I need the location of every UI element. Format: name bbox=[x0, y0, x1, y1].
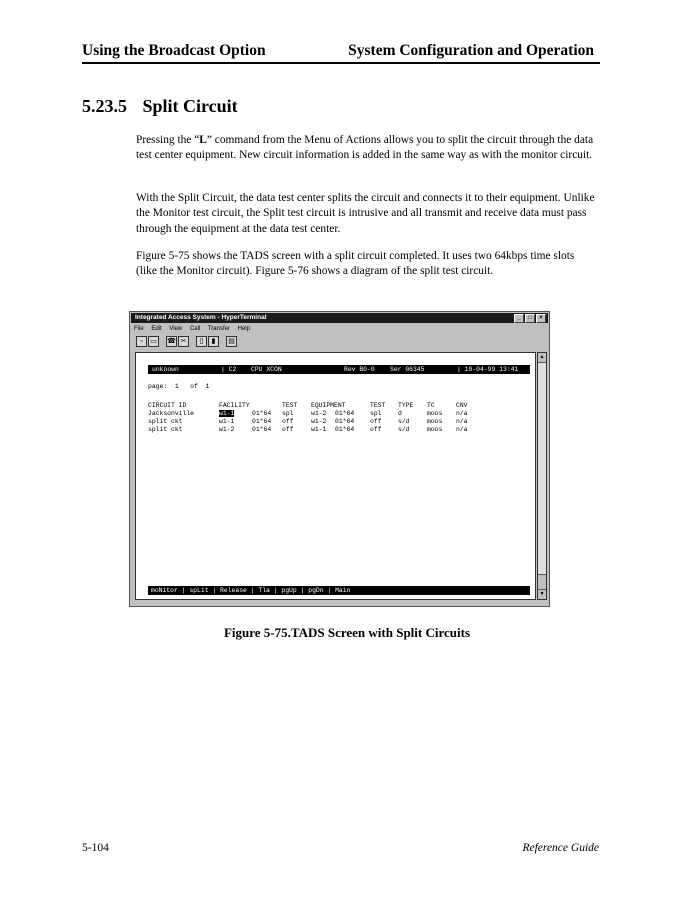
cell-test-2: spl bbox=[370, 410, 382, 417]
scroll-down-icon[interactable]: ▼ bbox=[538, 589, 546, 599]
cell-facility: w1-1 bbox=[219, 418, 235, 425]
cell-equipment-rate: 01*64 bbox=[335, 418, 355, 425]
cell-equipment: w1-1 bbox=[311, 426, 327, 433]
properties-icon[interactable]: ▤ bbox=[226, 336, 237, 347]
open-icon[interactable]: ▭ bbox=[148, 336, 159, 347]
column-headers bbox=[148, 402, 528, 410]
toolbar bbox=[136, 336, 238, 350]
paragraph-2: With the Split Circuit, the data test center splits the circuit and connects it to their equipment. Unlike the Monitor test circuit, the Split test circuit is intrusive and all transmit and receive data must pass through the equipment at the data test center. bbox=[136, 192, 595, 235]
cell-type: s/d bbox=[398, 426, 410, 433]
disconnect-icon[interactable]: ✂ bbox=[178, 336, 189, 347]
cell-facility-rate: 01*64 bbox=[252, 418, 272, 425]
cell-facility-selected[interactable]: w1-1 bbox=[219, 410, 235, 417]
menu-call[interactable]: Call bbox=[189, 326, 201, 332]
cell-test-2: off bbox=[370, 426, 382, 433]
window-title: Integrated Access System - HyperTerminal bbox=[135, 314, 267, 321]
cell-facility-rate: 01*64 bbox=[252, 410, 272, 417]
cell-equipment: w1-2 bbox=[311, 410, 327, 417]
col-cnv: CNV bbox=[456, 402, 468, 409]
connect-icon[interactable]: ☎ bbox=[167, 337, 176, 345]
scrollbar-thumb[interactable] bbox=[538, 574, 546, 589]
col-equipment: EQUIPMENT bbox=[311, 402, 346, 409]
cell-circuit-id: split ckt bbox=[148, 418, 183, 425]
p1-pre: Pressing the “ bbox=[136, 134, 200, 146]
col-test-1: TEST bbox=[282, 402, 298, 409]
page-number: 5-104 bbox=[82, 842, 109, 854]
header-chapter-title: Using the Broadcast Option bbox=[82, 42, 266, 59]
section-heading bbox=[82, 96, 238, 117]
menu-file[interactable]: File bbox=[134, 326, 144, 332]
maximize-icon[interactable]: □ bbox=[525, 314, 535, 323]
cell-equipment-rate: 01*64 bbox=[335, 410, 355, 417]
command-bar[interactable]: moNitor | spLit | Release | Tla | pgUp | pgDn | Main bbox=[148, 586, 530, 595]
cell-facility: w1-2 bbox=[219, 426, 235, 433]
col-tc: TC bbox=[427, 402, 435, 409]
menu-help[interactable]: Help bbox=[237, 326, 250, 332]
cell-equipment-rate: 01*64 bbox=[335, 426, 355, 433]
new-icon[interactable]: ▫ bbox=[136, 336, 147, 347]
cell-tc: moos bbox=[427, 426, 443, 433]
receive-icon[interactable]: ▮ bbox=[208, 336, 219, 347]
section-number: 5.23.5 bbox=[82, 96, 127, 116]
menu-transfer[interactable]: Transfer bbox=[207, 326, 230, 332]
cell-cnv: n/a bbox=[456, 418, 468, 425]
cell-type: s/d bbox=[398, 418, 410, 425]
cell-tc: moos bbox=[427, 410, 443, 417]
scroll-up-icon[interactable]: ▲ bbox=[538, 353, 546, 363]
cell-circuit-id: Jacksonville bbox=[148, 410, 195, 417]
cell-cnv: n/a bbox=[456, 426, 468, 433]
page-indicator: page: 1 of 1 bbox=[148, 383, 210, 390]
command-key: L bbox=[199, 134, 207, 146]
menu-view[interactable]: View bbox=[169, 326, 183, 332]
minimize-icon[interactable]: _ bbox=[514, 314, 524, 323]
col-circuit-id: CIRCUIT ID bbox=[148, 402, 187, 409]
cell-equipment: w1-2 bbox=[311, 418, 327, 425]
page-header bbox=[82, 40, 600, 64]
p1-post: ” command from the Menu of Actions allows you to split the circuit through the data test center equipment. New circuit information is added in the same way as with the monitor circuit. bbox=[136, 134, 594, 162]
cell-facility-rate: 01*64 bbox=[252, 426, 272, 433]
status-datetime: | 10-04-99 13:41 bbox=[457, 366, 519, 373]
paragraph-1 bbox=[136, 133, 598, 164]
vertical-scrollbar[interactable] bbox=[537, 352, 547, 600]
col-test-2: TEST bbox=[370, 402, 386, 409]
send-icon[interactable]: ▯ bbox=[196, 336, 207, 347]
cell-tc: moos bbox=[427, 418, 443, 425]
cell-test-1: off bbox=[282, 418, 294, 425]
cell-test-1: off bbox=[282, 426, 294, 433]
cell-cnv: n/a bbox=[456, 410, 468, 417]
cell-test-1: spl bbox=[282, 410, 294, 417]
header-section-title: System Configuration and Operation bbox=[348, 42, 594, 59]
menu-edit[interactable]: Edit bbox=[151, 326, 162, 332]
col-facility: FACILITY bbox=[219, 402, 250, 409]
menu-bar bbox=[134, 325, 256, 334]
status-card: CPU XCON bbox=[251, 366, 282, 373]
close-icon[interactable]: × bbox=[536, 314, 546, 323]
terminal-screen[interactable] bbox=[135, 352, 536, 600]
table-row[interactable] bbox=[148, 418, 528, 426]
col-type: TYPE bbox=[398, 402, 414, 409]
cell-type: d bbox=[398, 410, 402, 417]
window-titlebar bbox=[131, 313, 548, 323]
table-row[interactable] bbox=[148, 426, 528, 434]
figure-caption: Figure 5-75.TADS Screen with Split Circuits bbox=[223, 625, 471, 640]
paragraph-3: Figure 5-75 shows the TADS screen with a split circuit completed. It uses two 64kbps time slots (like the Monitor circuit). Figure 5-76 shows a diagram of the split test circuit. bbox=[136, 250, 575, 278]
cell-circuit-id: split ckt bbox=[148, 426, 183, 433]
footer-guide-name: Reference Guide bbox=[522, 842, 599, 854]
status-serial: Ser 06345 bbox=[390, 366, 425, 373]
terminal-status-bar bbox=[148, 365, 530, 374]
cell-test-2: off bbox=[370, 418, 382, 425]
section-title: Split Circuit bbox=[142, 96, 238, 116]
status-rev: Rev B0-0 bbox=[344, 366, 375, 373]
hyperterminal-window bbox=[129, 311, 550, 607]
table-row[interactable] bbox=[148, 410, 528, 418]
status-slot: | C2 bbox=[221, 366, 237, 373]
status-name: unknown bbox=[152, 366, 179, 373]
